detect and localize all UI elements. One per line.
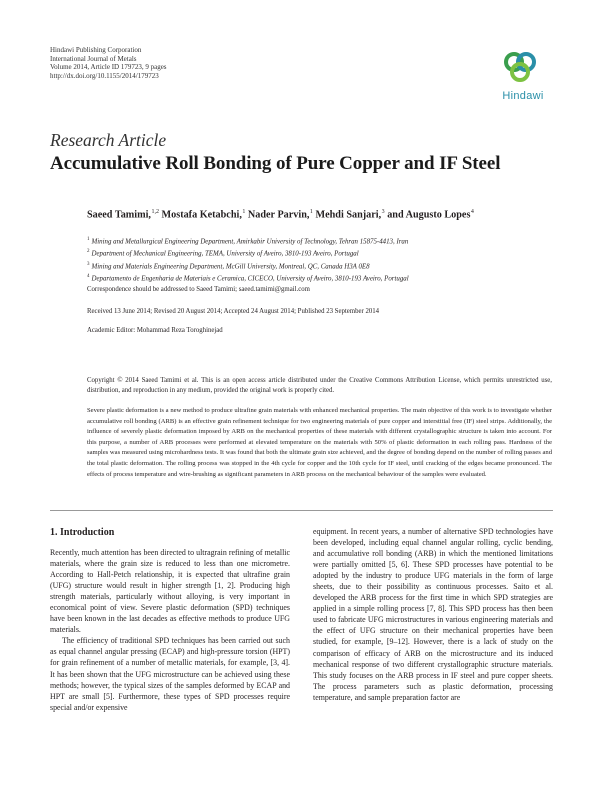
author-affiliation-marker: 3 (381, 209, 385, 215)
paragraph: The efficiency of traditional SPD techniques has been carried out such as equal channel angular pressing (ECAP) and high-pressure torsion (HPT) for grain refinement of a number of metallic materials, for example, [3, 4]. It has been shown that the UFG microstructure can be achieved using these methods; however, the typical sizes of the samples deformed by ECAP and HPT are small [5]. Furthermore, these types of SPD processes require special and/or expensive (50, 636, 290, 712)
author-name[interactable]: Mehdi Sanjari, (315, 209, 382, 221)
article-type: Research Article (50, 130, 167, 150)
author-affiliation-marker: 1 (242, 209, 246, 215)
abstract: Severe plastic deformation is a new method to produce ultrafine grain materials with enhanced mechanical properties. The main objective of this work is to investigate whether accumulative roll bonding (ARB) is an effective grain refinement technique for two engineering materials of pure copper and interstitial free (IF) steel strips. Additionally, the influence of severely plastic deformation imposed by ARB on the mechanical properties of these materials with different crystallographic structure is taken into account. For this purpose, a number of ARB processes were performed at elevated temperature on the materials with 50% of plastic deformation in each rolling pass. Hardness of the samples was measured using microhardness tests. It was found that both the ultimate grain size achieved, and the degree of bonding depend on the number of rolling passes and the total plastic deformation. The rolling process was stopped in the 4th cycle for copper and the 10th cycle for IF steel, until cracking of the edges became pronounced. The effects of process temperature and wire-brushing as significant parameters in ARB process on the mechanical behaviour of the samples were evaluated. (87, 407, 552, 478)
affiliation-marker: 3 (87, 261, 90, 267)
affiliation-text: Mining and Metallurgical Engineering Department, Amirkabir University of Technology, Tehran 15875-4413, Iran (91, 238, 409, 246)
affiliation (87, 235, 557, 247)
section-heading: 1. Introduction (50, 527, 115, 538)
paragraph: equipment. In recent years, a number of alternative SPD technologies have been developed, including equal channel angular rolling, cyclic bending, and accumulative roll bonding (ARB) in which the mentioned limitations were partially omitted [5, 6]. These SPD processes have potential to be adopted by the industry to produce UFG materials in the form of large sheets, due to their possibility as continuous processes. Saito et al. developed the ARB process for the first time in which SPD strategies are applied in a simple rolling process [7, 8]. This SPD process has then been used to fabricate UFG microstructures in various engineering materials and the effect of UFG structure on their mechanical properties have been studied, for example, [9–12]. However, there is a lack of study on the comparison of efficacy of ARB on the microstructure and its induced mechanical response of two different crystallographic structure materials. This study focuses on the ARB process in IF steel and pure copper sheets. The process parameters such as plastic deformation, processing temperature, and sample preparation factor are (313, 527, 553, 702)
hindawi-logo-text: Hindawi (502, 90, 544, 102)
academic-editor: Academic Editor: Mohammad Reza Toroghinejad (87, 327, 223, 334)
author-affiliation-marker: 1,2 (151, 209, 159, 215)
section-divider (50, 510, 553, 511)
author-list (87, 209, 474, 220)
affiliation (87, 247, 557, 259)
author-affiliation-marker: 1 (309, 209, 313, 215)
affiliation-text: Department of Mechanical Engineering, TEMA, University of Aveiro, 3810-193 Aveiro, Portugal (91, 250, 359, 258)
paragraph: Recently, much attention has been directed to ultragrain refining of metallic materials, where the grain size is reduced to less than one micrometre. According to Hall-Petch relationship, it is expected that ultrafine grain (UFG) structure would result in higher strength [1, 2]. Producing high strength materials, particularly without alloying, is very important in economical point of view. Severe plastic deformation (SPD) techniques have been known in the last decades as effective methods to produce UFG materials. (50, 548, 290, 635)
author-name[interactable]: Mostafa Ketabchi, (161, 209, 242, 221)
volume-info: Volume 2014, Article ID 179723, 9 pages (50, 63, 167, 72)
publication-dates: Received 13 June 2014; Revised 20 August 2014; Accepted 24 August 2014; Published 23 September 2014 (87, 308, 380, 315)
body-column-right (313, 526, 553, 703)
affiliation-marker: 1 (87, 237, 90, 242)
affiliation-text: Departamento de Engenharia de Materiais e Ceramica, CICECO, University of Aveiro, 3810-193 Aveiro, Portugal (91, 275, 409, 283)
publication-info (50, 46, 167, 80)
body-column-left (50, 547, 290, 713)
article-title: Accumulative Roll Bonding of Pure Copper and IF Steel (50, 153, 501, 174)
publisher-name: Hindawi Publishing Corporation (50, 46, 142, 54)
journal-name: International Journal of Metals (50, 54, 137, 63)
author-name[interactable]: Nader Parvin, (247, 209, 310, 221)
correspondence-note: Correspondence should be addressed to Saeed Tamimi; saeed.tamimi@gmail.com (87, 286, 310, 293)
copyright-notice: Copyright © 2014 Saeed Tamimi et al. This is an open access article distributed under the Creative Commons Attribution License, which permits unrestricted use, distribution, and reproduction in any medium, provided the original work is properly cited. (87, 377, 552, 394)
author-name[interactable]: and Augusto Lopes (387, 209, 471, 221)
affiliation (87, 272, 557, 284)
author-affiliation-marker: 4 (470, 209, 474, 215)
affiliation-text: Mining and Materials Engineering Department, McGill University, Montreal, QC, Canada H3A 0E8 (91, 262, 370, 270)
affiliation-marker: 2 (87, 249, 90, 255)
affiliation (87, 260, 557, 272)
doi-link[interactable]: http://dx.doi.org/10.1155/2014/179723 (50, 71, 159, 80)
affiliation-marker: 4 (87, 273, 90, 279)
affiliation-list (87, 235, 557, 284)
author-name[interactable]: Saeed Tamimi, (87, 209, 151, 221)
